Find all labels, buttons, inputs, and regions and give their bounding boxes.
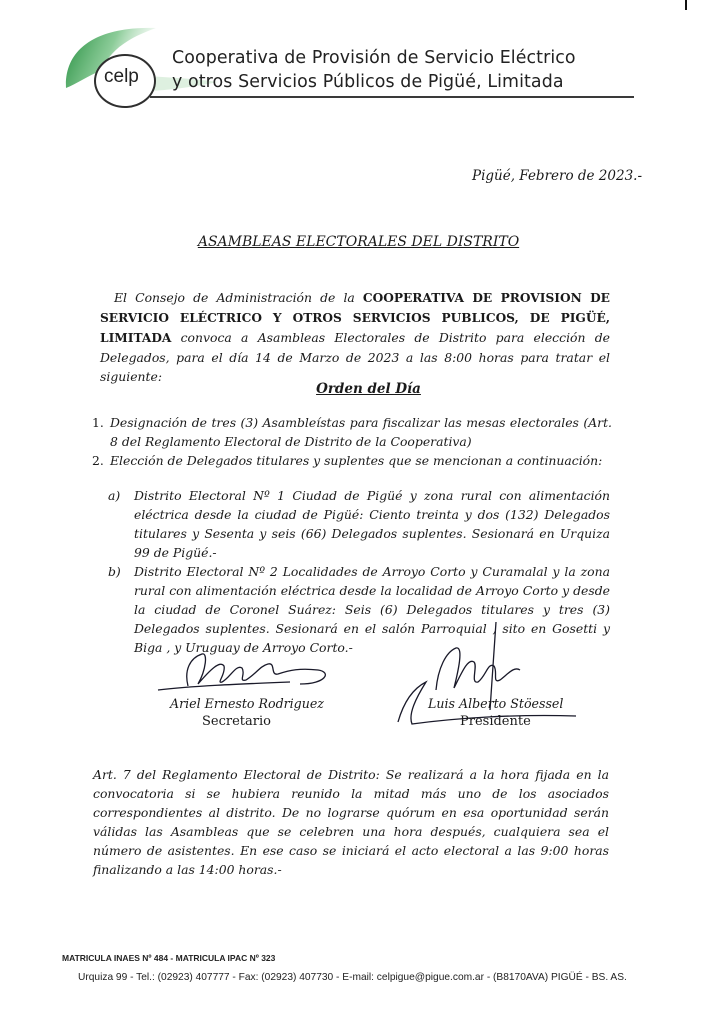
agenda-item (92, 413, 612, 451)
agenda-item-text: Designación de tres (3) Asambleístas para fiscalizar las mesas electorales (Art. 8 del Reglamento Electoral de Distrito de la Cooperativa) (110, 415, 612, 449)
document-title: ASAMBLEAS ELECTORALES DEL DISTRITO (197, 234, 520, 250)
district-item-letter: a) (108, 488, 121, 503)
celp-logo (58, 18, 168, 102)
secretary-name: Ariel Ernesto Rodriguez (170, 696, 324, 711)
district-item-text: Distrito Electoral Nº 2 Localidades de Arroyo Corto y Curamalal y la zona rural con alimentación eléctrica desde la localidad de Arroyo Corto y desde la ciudad de Coronel Suárez: Seis (6) Delegados titulares y tres (3) Delegados suplentes. Sesionará en el salón Parroquial , sito en Gosetti y Biga , y Uruguay de Arroyo Corto.- (134, 564, 610, 655)
agenda-item-text: Elección de Delegados titulares y suplentes que se mencionan a continuación: (110, 453, 603, 468)
intro-paragraph (100, 288, 610, 386)
company-name-line1: Cooperativa de Provisión de Servicio Eléctrico (172, 48, 576, 68)
secretary-signature (150, 640, 350, 700)
footer-registration: MATRICULA INAES Nº 484 - MATRICULA IPAC Nº 323 (62, 953, 276, 963)
document-date: Pigüé, Febrero de 2023.- (472, 168, 643, 184)
article-7-paragraph: Art. 7 del Reglamento Electoral de Distrito: Se realizará a la hora fijada en la convocatoria si se hubiera reunido la mitad más uno de los asociados correspondientes al distrito. De no lograrse quórum en esa oportunidad serán válidas las Asambleas que se celebren una hora después, cualquiera sea el número de asistentes. En ese caso se iniciará el acto electoral a las 9:00 horas finalizando a las 14:00 horas.- (93, 767, 609, 877)
company-name-line2: y otros Servicios Públicos de Pigüé, Limitada (172, 72, 564, 92)
header-divider (150, 96, 634, 98)
intro-text-part1: El Consejo de Administración de la (114, 290, 363, 305)
agenda-title: Orden del Día (316, 381, 421, 397)
logo-text: celp (104, 66, 139, 87)
footer-contact: Urquiza 99 - Tel.: (02923) 407777 - Fax: (02923) 407730 - E-mail: celpigue@pigue.com.ar - (B8170AVA) PIGÜÉ - BS. AS. (78, 972, 627, 983)
secretary-signature-block (150, 640, 350, 740)
agenda-item-number: 2. (92, 453, 104, 468)
intro-cooperative-name: COOPERATIVA DE PROVISION DE SERVICIO ELÉCTRICO Y OTROS SERVICIOS PUBLICOS, DE PIGÜÉ, LIMITADA (100, 291, 610, 345)
president-name: Luis Alberto Stöessel (428, 696, 564, 711)
scan-corner-mark (685, 0, 687, 10)
company-name (172, 46, 632, 94)
agenda-item (92, 451, 612, 470)
president-signature-block (396, 618, 616, 738)
district-item-letter: b) (108, 564, 121, 579)
intro-text-part2: convoca a Asambleas Electorales de Distrito para elección de Delegados, para el día 14 de Marzo de 2023 a las 8:00 horas para tratar el siguiente: (100, 330, 610, 384)
president-role: Presidente (460, 714, 531, 729)
district-item-text: Distrito Electoral Nº 1 Ciudad de Pigüé y zona rural con alimentación eléctrica desde la ciudad de Pigüé: Ciento treinta y dos (132) Delegados titulares y Sesenta y seis (66) Delegados suplentes. Sesionará en Urquiza 99 de Pigüé.- (134, 488, 610, 560)
agenda-list (92, 413, 612, 470)
president-signature (396, 618, 616, 728)
agenda-item-number: 1. (92, 415, 104, 430)
district-item (108, 486, 610, 562)
secretary-role: Secretario (202, 714, 271, 729)
